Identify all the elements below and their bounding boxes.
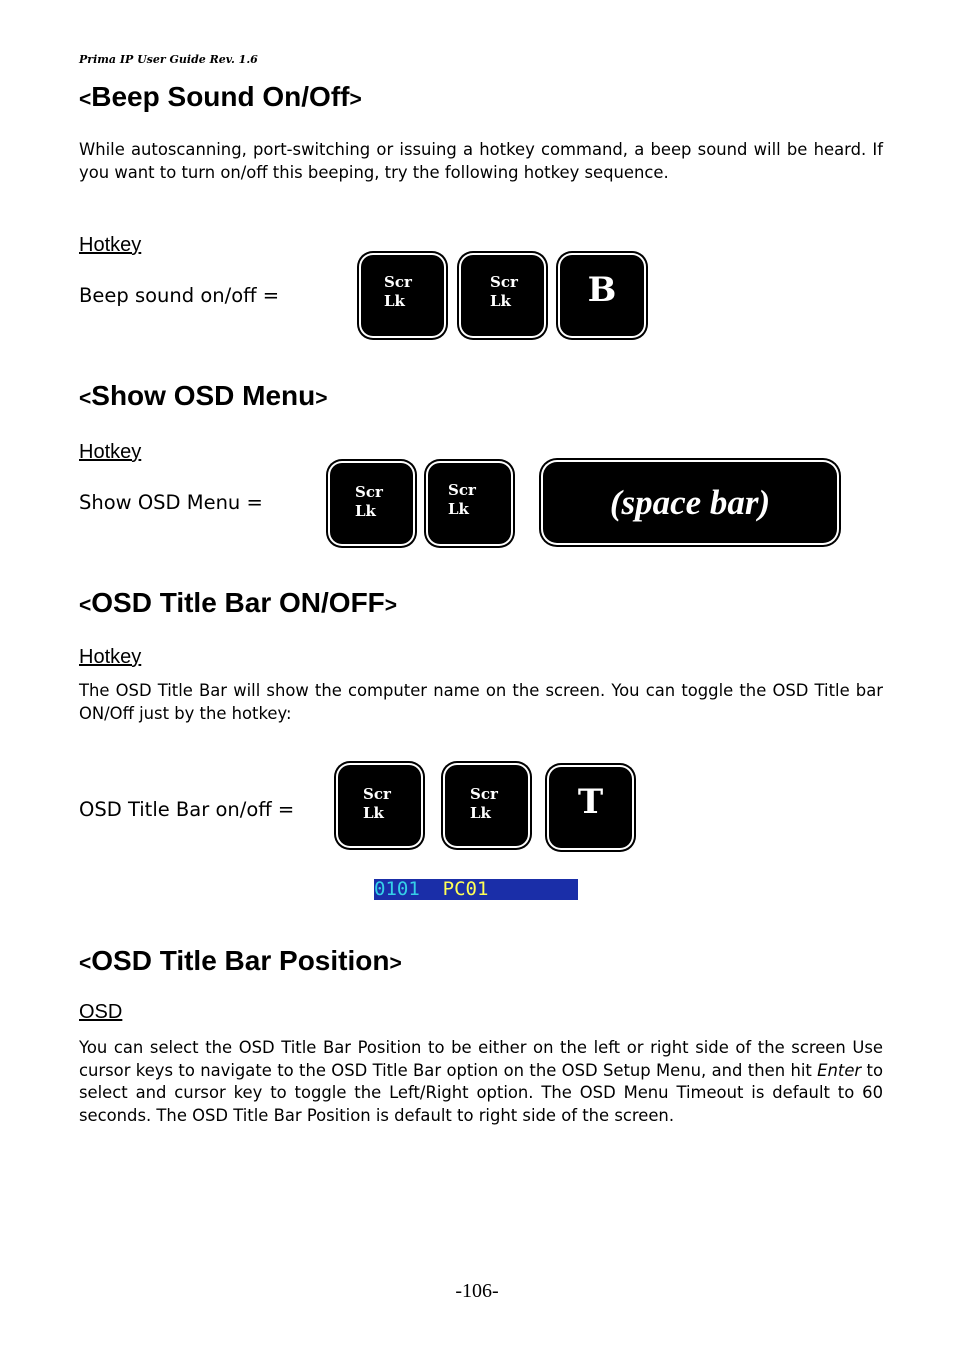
osd-computer-name: PC01 xyxy=(442,879,489,900)
section-title-title-bar-position: <OSD Title Bar Position> xyxy=(79,945,402,976)
section-title-beep: <Beep Sound On/Off> xyxy=(79,81,362,112)
section-title-title-bar-position-text: OSD Title Bar Position xyxy=(91,945,390,976)
key-label: (space bar) xyxy=(609,482,771,522)
title-bar-intro-paragraph: The OSD Title Bar will show the computer name on the screen. You can toggle the OSD Title bar ON/Off just by the hotkey: xyxy=(79,681,883,723)
paragraph-text: You can select the OSD Title Bar Position to be either on the left or right side of the screen Use cursor keys to navigate to the OSD Title Bar option on the OSD Setup Menu, and then hit xyxy=(79,1038,883,1080)
title-bar-hotkey-subheading: Hotkey xyxy=(79,646,142,668)
running-header: Prima IP User Guide Rev. 1.6 xyxy=(79,53,258,66)
key-label: Scr Lk xyxy=(384,273,412,310)
key-label: Scr Lk xyxy=(490,273,518,310)
osd-port-id: 0101 xyxy=(374,879,420,900)
section-title-beep-text: Beep Sound On/Off xyxy=(91,81,350,112)
paragraph-text: to select and cursor key to toggle the Left/Right option. The OSD Menu Timeout is default to 60 seconds. The OSD Title Bar Position is default to right side of the screen. xyxy=(79,1060,883,1125)
enter-emphasis: Enter xyxy=(817,1060,862,1080)
space-bar-key-icon xyxy=(543,462,837,543)
scroll-lock-key-icon xyxy=(428,463,511,544)
beep-hotkey-subheading: Hotkey xyxy=(79,234,142,256)
title-bar-position-osd-subheading: OSD xyxy=(79,1001,123,1023)
page-number: -106- xyxy=(455,1280,499,1302)
osd-title-bar-sample xyxy=(374,879,578,900)
key-label: T xyxy=(577,781,604,822)
b-key-icon xyxy=(560,255,644,336)
title-bar-position-paragraph xyxy=(79,1037,883,1127)
section-title-title-bar: <OSD Title Bar ON/OFF> xyxy=(79,587,398,618)
scroll-lock-key-icon xyxy=(330,463,413,544)
key-label: Scr Lk xyxy=(355,483,383,520)
key-label: Scr Lk xyxy=(470,785,498,822)
show-osd-hotkey-label: Show OSD Menu = xyxy=(79,491,263,514)
key-label: B xyxy=(587,269,617,310)
show-osd-hotkey-subheading: Hotkey xyxy=(79,441,142,463)
scroll-lock-key-icon xyxy=(361,255,444,336)
scroll-lock-key-icon xyxy=(461,255,544,336)
scroll-lock-key-icon xyxy=(445,765,528,846)
section-title-title-bar-text: OSD Title Bar ON/OFF xyxy=(91,587,385,618)
section-title-show-osd-text: Show OSD Menu xyxy=(91,380,316,411)
section-title-show-osd: <Show OSD Menu> xyxy=(79,380,328,411)
scroll-lock-key-icon xyxy=(338,765,421,846)
beep-hotkey-label: Beep sound on/off = xyxy=(79,284,280,307)
title-bar-hotkey-label: OSD Title Bar on/off = xyxy=(79,798,295,821)
beep-intro-paragraph: While autoscanning, port-switching or issuing a hotkey command, a beep sound will be heard. If you want to turn on/off this beeping, try the following hotkey sequence. xyxy=(79,140,883,182)
t-key-icon xyxy=(549,767,632,848)
key-label: Scr Lk xyxy=(363,785,391,822)
key-label: Scr Lk xyxy=(448,481,476,518)
